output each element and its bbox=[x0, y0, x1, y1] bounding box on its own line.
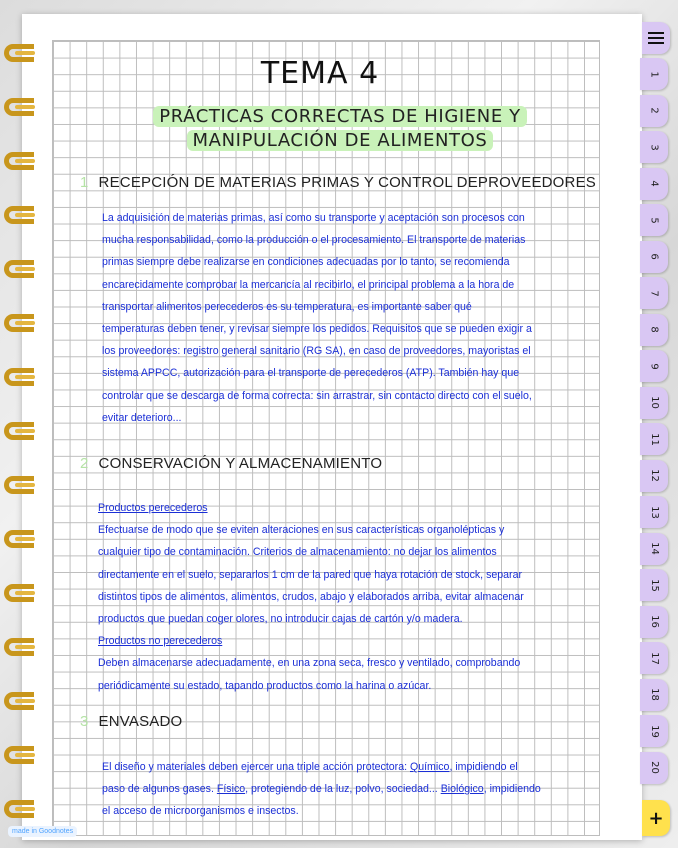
ring-icon bbox=[4, 98, 34, 116]
ring-icon bbox=[4, 314, 34, 332]
ring-icon bbox=[4, 584, 34, 602]
tab-9[interactable]: 9 bbox=[640, 350, 668, 382]
tab-15[interactable]: 15 bbox=[640, 569, 668, 601]
non-perishable-subheading: Productos no perecederos bbox=[98, 635, 223, 648]
menu-button[interactable] bbox=[642, 22, 670, 54]
hamburger-icon bbox=[648, 32, 664, 44]
perishable-subheading: Productos perecederos bbox=[98, 502, 208, 514]
ring-icon bbox=[4, 692, 34, 710]
ring-icon bbox=[4, 152, 34, 170]
tab-14[interactable]: 14 bbox=[640, 533, 668, 565]
ring-icon bbox=[4, 206, 34, 224]
tab-8[interactable]: 8 bbox=[640, 314, 668, 346]
ring-icon bbox=[4, 260, 34, 278]
tab-20[interactable]: 20 bbox=[640, 752, 668, 784]
section-1-heading: 1 RECEPCIÓN DE MATERIAS PRIMAS Y CONTROL DEPROVEEDORES bbox=[80, 174, 596, 191]
page-title: TEMA 4 bbox=[260, 56, 380, 91]
ring-icon bbox=[4, 638, 34, 656]
tab-1[interactable]: 1 bbox=[640, 58, 668, 90]
section-2-heading: 2 CONSERVACIÓN Y ALMACENAMIENTO bbox=[80, 455, 383, 472]
tab-19[interactable]: 19 bbox=[640, 715, 668, 747]
ring-icon bbox=[4, 800, 34, 818]
subtitle-line-2: MANIPULACIÓN DE ALIMENTOS bbox=[80, 130, 600, 151]
ring-icon bbox=[4, 746, 34, 764]
add-page-button[interactable]: + bbox=[642, 800, 670, 836]
ring-icon bbox=[4, 422, 34, 440]
tab-17[interactable]: 17 bbox=[640, 642, 668, 674]
tab-18[interactable]: 18 bbox=[640, 679, 668, 711]
tab-10[interactable]: 10 bbox=[640, 387, 668, 419]
tab-12[interactable]: 12 bbox=[640, 460, 668, 492]
subtitle-line-1: PRÁCTICAS CORRECTAS DE HIGIENE Y bbox=[80, 106, 600, 127]
tab-2[interactable]: 2 bbox=[640, 95, 668, 127]
ring-icon bbox=[4, 476, 34, 494]
tab-6[interactable]: 6 bbox=[640, 241, 668, 273]
section-2-text: Productos perecederos Efectuarse de modo que se eviten alteraciones en sus características organolépticas y cualquier tipo de contaminación. Criterios de almacenamiento: no dejar los alimentos directamente en el suelo, separarlos 1 cm de la pared que haya rotación de stock, separar distintos tipos de alimentos, alimentos, crudos, abajo y elaborados arriba, evitar almacenar productos que puedan coger olores, no introducir cajas de cartón y/o madera. Productos no perecederos Deben almacenarse adecuadamente, en una zona seca, fresco y ventilado, comprobando periódicamente su estado, tapando productos como la harina o azúcar. bbox=[98, 497, 524, 697]
ring-icon bbox=[4, 368, 34, 386]
goodnotes-brand: made in Goodnotes bbox=[8, 826, 77, 837]
tab-4[interactable]: 4 bbox=[640, 168, 668, 200]
tab-13[interactable]: 13 bbox=[640, 496, 668, 528]
ring-icon bbox=[4, 530, 34, 548]
tab-5[interactable]: 5 bbox=[640, 204, 668, 236]
tab-3[interactable]: 3 bbox=[640, 131, 668, 163]
section-3-text: El diseño y materiales deben ejercer una triple acción protectora: Químico, impidiendo el paso de algunos gases. Físico, protegiendo de la luz, polvo, sociedad... Biológico, impidiendo el acceso de microorganismos e insectos. bbox=[102, 761, 541, 818]
tab-11[interactable]: 11 bbox=[640, 423, 668, 455]
section-1-text: La adquisición de materias primas, así como su transporte y aceptación son procesos con mucha responsabilidad, como la producción o el procesamiento. El transporte de materias primas siempre debe realizarse en condiciones adecuadas por lo tanto, se recomienda encarecidamente comprobar la mercancía al recibirlo, el principal problema a la hora de transportar alimentos perecederos es su temperatura, es importante saber qué temperaturas deben tener, y revisar siempre los pedidos. Requisitos que se pueden exigir a los proveedores: registro general sanitario (RG SA), en caso de proveedores, mayoristas el sistema APPCC, autorización para el transporte de perecederos (ATP). También hay que controlar que se descarga de forma correcta: sin arrastrar, sin contacto directo con el suelo, evitar deterioro... bbox=[102, 212, 532, 424]
section-3-heading: 3 ENVASADO bbox=[80, 713, 183, 730]
tab-7[interactable]: 7 bbox=[640, 277, 668, 309]
tab-16[interactable]: 16 bbox=[640, 606, 668, 638]
